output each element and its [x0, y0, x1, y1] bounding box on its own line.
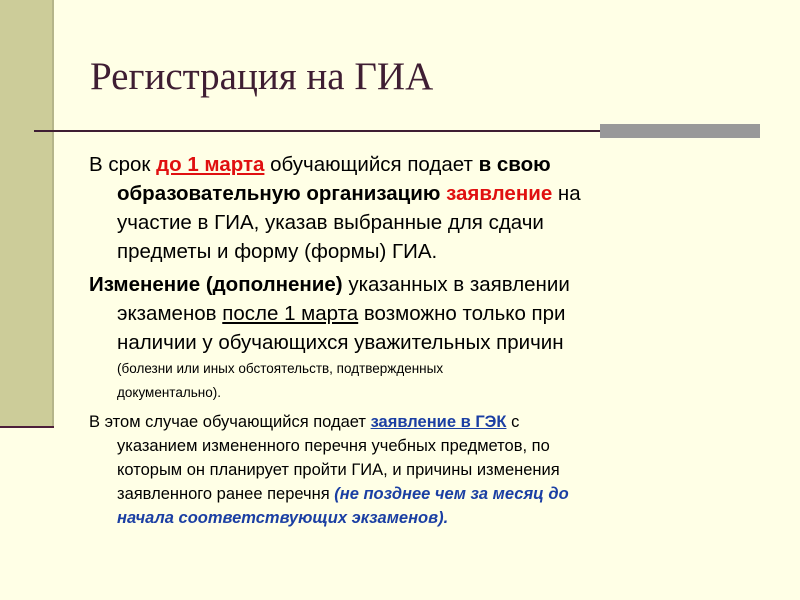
- text: экзаменов: [117, 302, 223, 325]
- text-line: указанием измененного перечня учебных предметов, по: [117, 437, 550, 455]
- text: на: [552, 182, 581, 205]
- divider-accent-block: [600, 124, 760, 138]
- bold-text: образовательную организацию: [117, 182, 441, 205]
- underlined-date: после 1 марта: [222, 302, 359, 325]
- small-note: (болезни или иных обстоятельств, подтвержденных: [117, 361, 444, 376]
- text: обучающийся подает: [264, 153, 479, 176]
- paragraph-registration-deadline: [89, 150, 749, 266]
- gek-application-highlight: заявление в ГЭК: [370, 413, 507, 431]
- text: с: [506, 413, 520, 431]
- deadline-note: начала соответствующих экзаменов).: [117, 509, 449, 527]
- bold-text: Изменение (дополнение): [89, 273, 343, 296]
- text: указанных в заявлении: [342, 273, 570, 296]
- application-highlight: заявление: [446, 182, 553, 205]
- sidebar-edge: [52, 0, 54, 428]
- text: заявленного ранее перечня: [117, 485, 335, 503]
- text: В этом случае обучающийся подает: [89, 413, 371, 431]
- text: В срок: [89, 153, 157, 176]
- text-line: которым он планирует пройти ГИА, и причины изменения: [117, 461, 560, 479]
- sidebar-base-line: [0, 426, 54, 428]
- text-line: наличии у обучающихся уважительных причин: [117, 331, 564, 354]
- sidebar-decoration: [0, 0, 52, 428]
- deadline-highlight: до 1 марта: [156, 153, 265, 176]
- deadline-note: (не позднее чем за месяц до: [334, 485, 569, 503]
- paragraph-gek-application: [89, 410, 749, 530]
- text-line: участие в ГИА, указав выбранные для сдачи: [117, 211, 544, 234]
- text: возможно только при: [358, 302, 566, 325]
- slide-title: Регистрация на ГИА: [90, 55, 434, 98]
- bold-text: в свою: [478, 153, 551, 176]
- paragraph-changes: [89, 270, 749, 405]
- small-note: документально).: [117, 385, 221, 400]
- text-line: предметы и форму (формы) ГИА.: [117, 240, 438, 263]
